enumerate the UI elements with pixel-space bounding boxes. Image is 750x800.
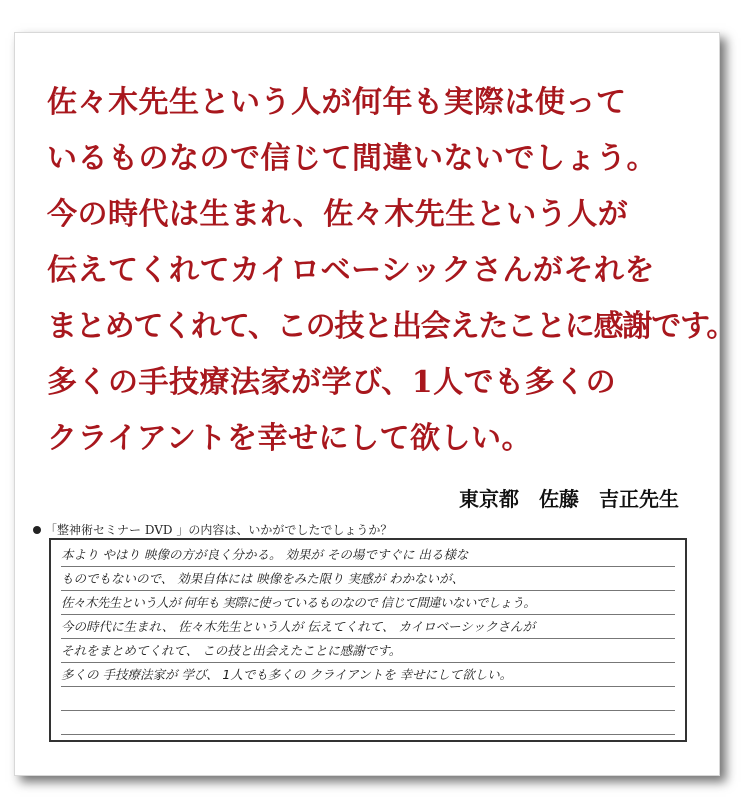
author-location: 東京都 [459,487,519,511]
handwritten-line: それをまとめてくれて、 この技と出会えたことに感謝です。 [61,640,675,663]
survey-question [33,521,392,538]
quote-line: 多くの手技療法家が学び、1人でも多くの [47,365,617,400]
handwritten-survey-form [49,538,687,742]
testimonial-card [14,32,736,776]
bullet-icon [33,526,41,534]
handwritten-line: 佐々木先生という人が 何年も 実際に使っているものなので 信じて間違いないでしょう。 [61,592,675,615]
quote-line: 佐々木先生という人が何年も実際は使って [47,85,627,120]
handwritten-line [61,688,675,711]
handwritten-line [61,712,675,735]
quote-line: 今の時代は生まれ、佐々木先生という人が [47,197,629,232]
quote-line: いるものなので信じて間違いないでしょう。 [47,141,657,176]
author-surname: 佐藤 [539,487,579,511]
handwritten-line: 今の時代に生まれ、 佐々木先生という人が 伝えてくれて、 カイロベーシックさんが [61,616,675,639]
survey-question-text: 「整神術セミナー DVD 」の内容は、いかがでしたでしょうか？ [45,523,393,537]
quote-line: 伝えてくれてカイロベーシックさんがそれを [47,253,655,288]
testimonial-quote [47,75,736,467]
handwritten-line: 本より やはり 映像の方が良く分かる。 効果が その場ですぐに 出る様な [61,544,675,567]
author-name: 吉正先生 [599,487,679,511]
handwritten-line: 多くの 手技療法家が 学び、 1人でも多くの クライアントを 幸せにして欲しい。 [61,664,675,687]
quote-line: まとめてくれて、この技と出会えたことに感謝です。 [47,309,736,344]
author-signature [439,483,679,512]
quote-line: クライアントを幸せにして欲しい。 [47,421,532,456]
handwritten-line: ものでもないので、 効果自体には 映像をみた限り 実感が わかないが、 [61,568,675,591]
